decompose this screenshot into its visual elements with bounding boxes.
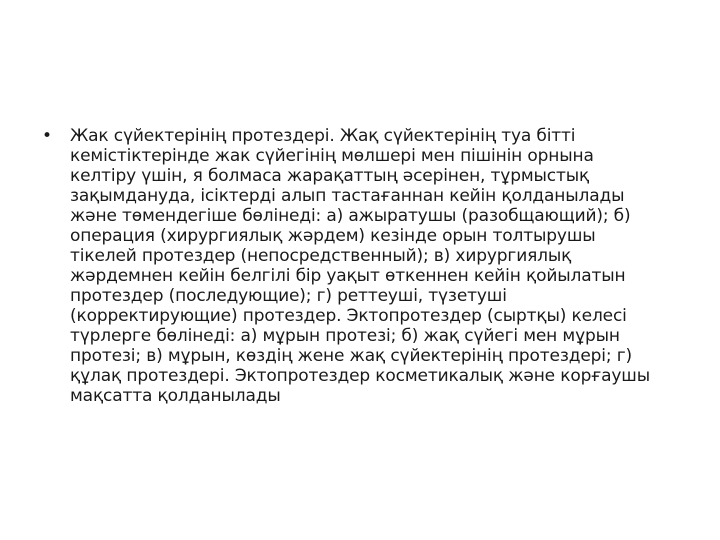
text-line: және төмендегіше бөлінеді: а) ажыратушы (разобщающий); б): [70, 206, 631, 226]
text-line: жәрдемнен кейін белгілі бір уақыт өткеннен кейін қойылатын: [70, 266, 626, 286]
text-line: Жак сүйектерінің протездері. Жақ сүйектерінің туа бітті: [70, 126, 576, 146]
text-line: (корректирующие) протездер. Эктопротездер (сыртқы) келесі: [70, 306, 627, 326]
text-line: мақсатта қолданылады: [70, 386, 281, 406]
bullet-list: [42, 126, 682, 406]
text-line: кемістіктерінде жак сүйегінің мөлшері мен пішінін орнына: [70, 146, 594, 166]
text-line: түрлерге бөлінеді: а) мұрын протезі; б) жақ сүйегі мен мұрын: [70, 326, 620, 346]
text-line: келтіру үшін, я болмаса жарақаттың әсерінен, тұрмыстық: [70, 166, 590, 186]
bullet-dot-icon: •: [42, 126, 52, 146]
text-line: құлақ протездері. Эктопротездер косметикалық және корғаушы: [70, 366, 650, 386]
text-line: зақымдануда, ісіктерді алып тастағаннан кейін қолданылады: [70, 186, 625, 206]
text-line: протезі; в) мұрын, көздің жене жақ сүйектерінің протездері; г): [70, 346, 632, 366]
bullet-item: [42, 126, 682, 406]
text-line: протездер (последующие); г) реттеуші, түзетуші: [70, 286, 507, 306]
text-line: тікелей протездер (непосредственный); в) хирургиялық: [70, 246, 572, 266]
text-line: операция (хирургиялық жәрдем) кезінде орын толтырушы: [70, 226, 596, 246]
